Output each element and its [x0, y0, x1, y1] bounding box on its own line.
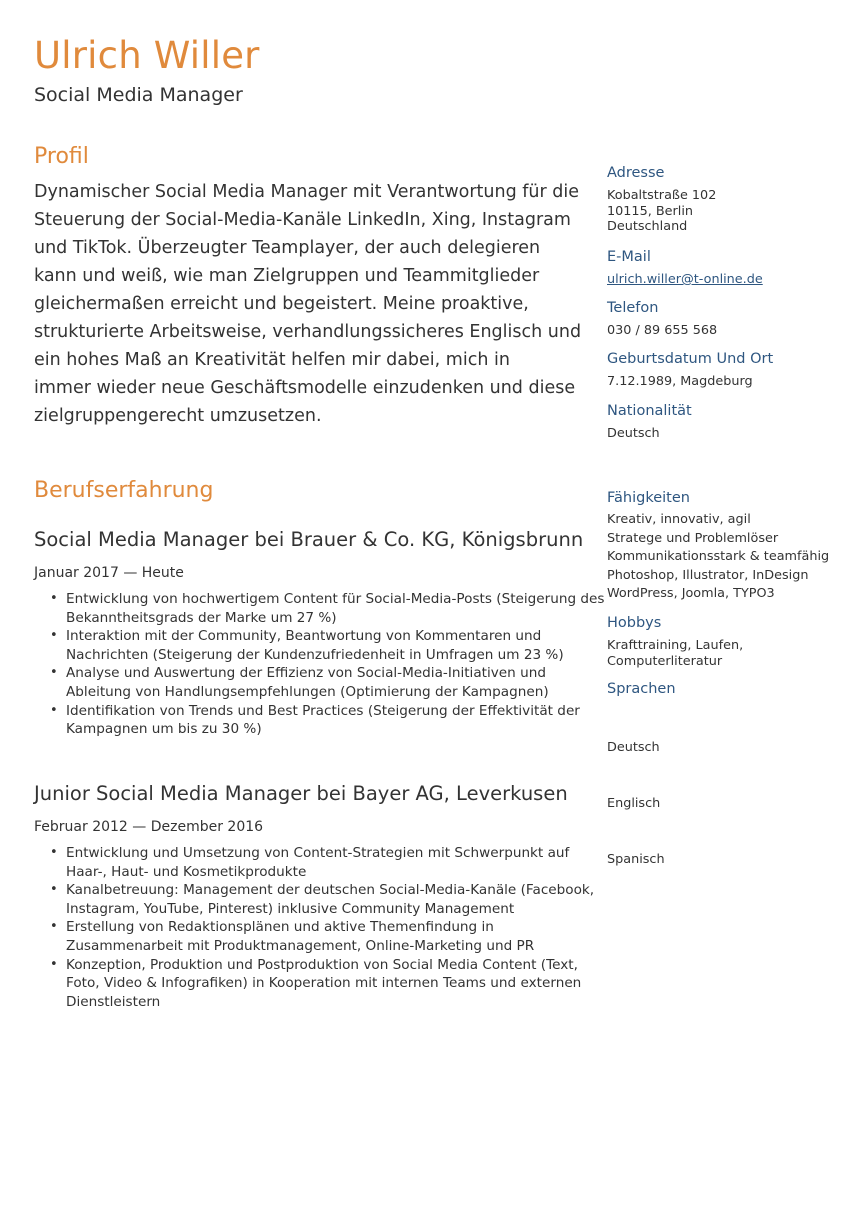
profile-line: Steuerung der Social-Media-Kanäle LinkedIn, Xing, Instagram: [34, 210, 571, 230]
address-line: 10115, Berlin: [607, 203, 693, 219]
birth-value: 7.12.1989, Magdeburg: [607, 374, 753, 389]
language-item: Englisch: [607, 795, 661, 811]
job-title: Junior Social Media Manager bei Bayer AG, Leverkusen: [34, 782, 568, 805]
skill-item: Stratege und Problemlöser: [607, 530, 779, 546]
phone-label: Telefon: [607, 300, 659, 316]
bullet-icon: •: [50, 665, 58, 681]
address-line: Kobaltstraße 102: [607, 188, 717, 203]
list-item-line: Kanalbetreuung: Management der deutschen Social-Media-Kanäle (Facebook,: [66, 882, 595, 899]
list-item: [34, 956, 584, 1012]
list-item-line: Interaktion mit der Community, Beantwortung von Kommentaren und: [66, 628, 542, 645]
profile-heading: Profil: [34, 144, 89, 169]
job-dates: Januar 2017 — Heute: [34, 565, 184, 581]
email-label: E-Mail: [607, 249, 651, 265]
nationality-value: Deutsch: [607, 426, 660, 441]
list-item: [34, 844, 584, 881]
phone-value: 030 / 89 655 568: [607, 323, 718, 338]
profile-line: und TikTok. Überzeugter Teamplayer, der auch delegieren: [34, 238, 541, 258]
skills-label: Fähigkeiten: [607, 490, 690, 506]
profile-line: ein hohes Maß an Kreativität helfen mir dabei, mich in: [34, 350, 510, 370]
list-item-line: Haar-, Haut- und Kosmetikprodukte: [66, 863, 307, 880]
email-value: [607, 272, 763, 288]
language-item: Deutsch: [607, 740, 660, 756]
list-item-line: Entwicklung von hochwertigem Content für Social-Media-Posts (Steigerung des: [66, 591, 605, 607]
person-name: Ulrich Willer: [34, 34, 260, 77]
list-item: [34, 918, 584, 955]
skill-item: Photoshop, Illustrator, InDesign: [607, 567, 809, 583]
list-item-line: Kampagnen um bis zu 30 %): [66, 721, 262, 738]
list-item-line: Ableitung von Handlungsempfehlungen (Optimierung der Kampagnen): [66, 683, 549, 700]
bullet-icon: •: [50, 919, 58, 935]
skill-item: WordPress, Joomla, TYPO3: [607, 586, 775, 602]
list-item: [34, 881, 595, 918]
list-item-line: Instagram, YouTube, Pinterest) inklusive Community Management: [66, 900, 515, 917]
list-item-line: Erstellung von Redaktionsplänen und aktive Themenfindung in: [66, 919, 494, 936]
job-duties: [34, 590, 605, 739]
birth-label: Geburtsdatum Und Ort: [607, 351, 774, 367]
skills-list: [607, 511, 829, 604]
hobby-line: Computerliteratur: [607, 653, 723, 669]
languages-list: [607, 702, 665, 888]
hobbies-label: Hobbys: [607, 615, 662, 631]
list-item-line: Foto, Video & Infografiken) in Kooperation mit internen Teams und externen: [66, 975, 582, 992]
list-item: [34, 702, 584, 739]
skill-item: Kreativ, innovativ, agil: [607, 512, 751, 527]
skill-item: Kommunikationsstark & teamfähig: [607, 549, 830, 565]
bullet-icon: •: [50, 882, 58, 898]
bullet-icon: •: [50, 845, 58, 860]
list-item-line: Dienstleistern: [66, 993, 161, 1010]
bullet-icon: •: [50, 628, 58, 644]
profile-line: immer wieder neue Geschäftsmodelle einzudenken und diese: [34, 378, 576, 398]
job-entry-1: [34, 528, 605, 739]
list-item-line: Konzeption, Produktion und Postproduktion von Social Media Content (Text,: [66, 956, 578, 973]
list-item-line: Identifikation von Trends und Best Practices (Steigerung der Effektivität der: [66, 702, 580, 719]
profile-line: Dynamischer Social Media Manager mit Verantwortung für die: [34, 182, 580, 202]
bullet-icon: •: [50, 702, 58, 718]
person-title: Social Media Manager: [34, 84, 243, 106]
list-item-line: Zusammenarbeit mit Produktmanagement, Online-Marketing und PR: [66, 937, 535, 954]
profile-line: zielgruppengerecht umzusetzen.: [34, 406, 322, 426]
profile-text: [34, 178, 582, 430]
hobby-line: Krafttraining, Laufen,: [607, 638, 744, 653]
job-entry-2: [34, 782, 595, 1011]
address-value: [607, 188, 716, 235]
list-item-line: Entwicklung und Umsetzung von Content-Strategien mit Schwerpunkt auf: [66, 845, 570, 861]
address-label: Adresse: [607, 165, 665, 181]
list-item-line: Nachrichten (Steigerung der Kundenzufriedenheit in Umfragen um 23 %): [66, 646, 564, 663]
languages-label: Sprachen: [607, 681, 676, 697]
list-item-line: Bekanntheitsgrads der Marke um 27 %): [66, 609, 337, 626]
list-item-line: Analyse und Auswertung der Effizienz von Social-Media-Initiativen und: [66, 665, 546, 682]
hobbies-value: [607, 638, 743, 669]
nationality-label: Nationalität: [607, 403, 692, 419]
profile-line: kann und weiß, wie man Zielgruppen und Teammitglieder: [34, 266, 540, 286]
job-duties: [34, 844, 595, 1011]
email-link[interactable]: ulrich.willer@t-online.de: [607, 272, 763, 287]
address-line: Deutschland: [607, 219, 688, 234]
experience-heading: Berufserfahrung: [34, 478, 214, 503]
profile-line: gleichermaßen erreicht und begeistert. Meine proaktive,: [34, 294, 529, 314]
list-item: [34, 590, 605, 627]
job-title: Social Media Manager bei Brauer & Co. KG, Königsbrunn: [34, 528, 584, 551]
language-item: Spanisch: [607, 851, 665, 867]
list-item: [34, 664, 584, 701]
list-item: [34, 627, 584, 664]
profile-line: strukturierte Arbeitsweise, verhandlungssicheres Englisch und: [34, 322, 582, 342]
bullet-icon: •: [50, 956, 58, 972]
job-dates: Februar 2012 — Dezember 2016: [34, 819, 264, 835]
bullet-icon: •: [50, 591, 58, 606]
